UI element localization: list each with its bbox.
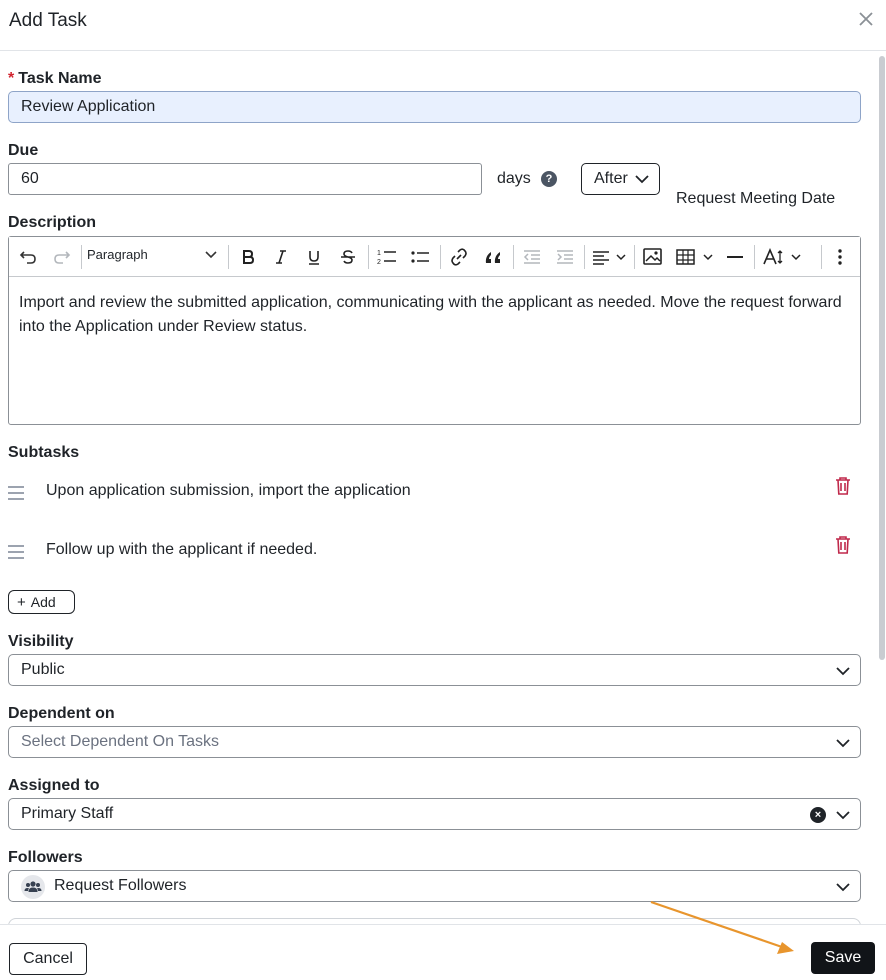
description-label: Description: [8, 214, 97, 231]
drag-handle-icon[interactable]: [8, 545, 24, 563]
list-item: [0, 472, 886, 512]
required-mark: *: [8, 70, 15, 87]
chevron-down-icon: [205, 251, 217, 259]
chevron-down-icon: [836, 736, 850, 750]
toolbar-divider: [440, 245, 441, 269]
task-name-input[interactable]: Review Application: [8, 91, 861, 123]
due-relation-select[interactable]: After: [581, 163, 660, 195]
svg-text:2: 2: [377, 259, 381, 266]
align-icon[interactable]: [589, 245, 629, 269]
dialog-title: Add Task: [9, 10, 87, 31]
bold-icon[interactable]: [237, 245, 259, 269]
subtask-text[interactable]: Follow up with the applicant if needed.: [46, 541, 318, 558]
indent-icon[interactable]: [554, 245, 576, 269]
toolbar-divider: [228, 245, 229, 269]
image-icon[interactable]: [641, 245, 665, 269]
toolbar-divider: [584, 245, 585, 269]
dependent-on-label: Dependent on: [8, 705, 115, 722]
editor-toolbar: [9, 237, 860, 277]
drag-handle-icon[interactable]: [8, 486, 24, 504]
dialog-header: [0, 0, 886, 51]
due-label: Due: [8, 142, 39, 159]
group-icon: [21, 875, 45, 899]
toolbar-divider: [513, 245, 514, 269]
svg-text:1: 1: [377, 250, 381, 257]
strikethrough-icon[interactable]: [337, 245, 359, 269]
assigned-to-select[interactable]: Primary Staff ×: [8, 798, 861, 830]
chevron-down-icon: [836, 664, 850, 678]
underline-icon[interactable]: [303, 245, 325, 269]
clear-icon[interactable]: ×: [810, 807, 826, 823]
toolbar-divider: [634, 245, 635, 269]
add-subtask-button[interactable]: + Add: [8, 590, 75, 614]
dependent-on-select[interactable]: Select Dependent On Tasks: [8, 726, 861, 758]
plus-icon: +: [17, 594, 26, 611]
font-size-icon[interactable]: [762, 245, 806, 269]
toolbar-divider: [81, 245, 82, 269]
description-content[interactable]: Import and review the submitted application, communicating with the applicant as needed. Move the request forward into the Application under Review status.: [19, 294, 842, 335]
chevron-down-icon: [836, 808, 850, 822]
toolbar-divider: [368, 245, 369, 269]
list-item: [0, 531, 886, 571]
redo-icon[interactable]: [51, 245, 73, 269]
quote-icon[interactable]: [482, 245, 504, 269]
horizontal-line-icon[interactable]: [724, 245, 746, 269]
due-reference: Request Meeting Date: [676, 190, 836, 207]
save-button[interactable]: Save: [811, 942, 875, 974]
trash-icon[interactable]: [835, 535, 851, 555]
visibility-label: Visibility: [8, 633, 74, 650]
more-options-icon[interactable]: [831, 245, 849, 269]
table-icon[interactable]: [675, 245, 717, 269]
dialog-footer: [0, 924, 886, 980]
chevron-down-icon: [635, 174, 649, 184]
undo-icon[interactable]: [17, 245, 39, 269]
link-icon[interactable]: [448, 245, 470, 269]
close-icon[interactable]: [856, 8, 876, 30]
due-input[interactable]: 60: [8, 163, 482, 195]
cancel-button[interactable]: Cancel: [9, 943, 87, 975]
due-unit: days: [497, 170, 531, 187]
task-name-label: * Task Name: [8, 70, 102, 87]
assigned-to-label: Assigned to: [8, 777, 100, 794]
visibility-select[interactable]: Public: [8, 654, 861, 686]
toolbar-divider: [754, 245, 755, 269]
followers-select[interactable]: Request Followers: [8, 870, 861, 902]
chevron-down-icon: [836, 880, 850, 894]
description-editor[interactable]: [8, 236, 861, 425]
bullet-list-icon[interactable]: [408, 245, 432, 269]
followers-label: Followers: [8, 849, 83, 866]
numbered-list-icon[interactable]: [375, 245, 399, 269]
subtask-text[interactable]: Upon application submission, import the application: [46, 482, 411, 499]
toolbar-divider: [821, 245, 822, 269]
help-icon[interactable]: ?: [541, 171, 557, 187]
subtasks-label: Subtasks: [8, 444, 80, 461]
outdent-icon[interactable]: [521, 245, 543, 269]
trash-icon[interactable]: [835, 476, 851, 496]
paragraph-style-select[interactable]: Paragraph: [87, 247, 217, 262]
italic-icon[interactable]: [270, 245, 292, 269]
